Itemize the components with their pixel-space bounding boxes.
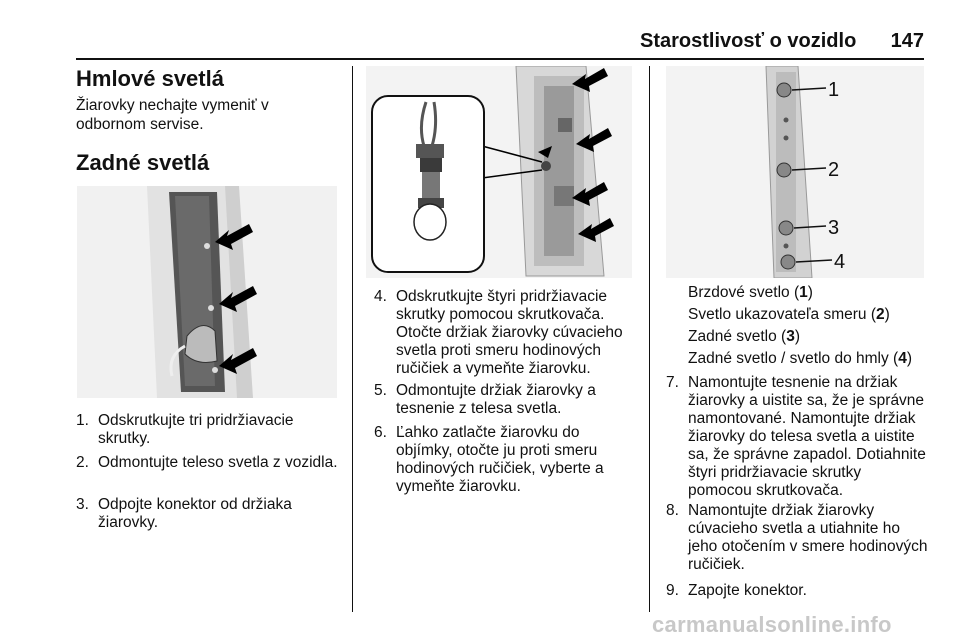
step-item (374, 288, 638, 378)
legend-ref: 1 (799, 284, 808, 301)
legend-item: Svetlo ukazovateľa smeru (2) (688, 306, 890, 323)
step-item (76, 454, 338, 472)
header-title: Starostlivosť o vozidlo (640, 30, 857, 52)
column-divider-2 (649, 66, 650, 612)
step-number: 3. (76, 496, 89, 513)
bulb-positions-illustration (666, 66, 924, 278)
step-item (666, 502, 928, 574)
step-number: 9. (666, 582, 679, 599)
bulb-holder-illustration (366, 66, 632, 278)
step-number: 5. (374, 382, 387, 399)
legend-item: Zadné svetlo (3) (688, 328, 801, 345)
step-number: 1. (76, 412, 89, 429)
legend-ref: 3 (786, 328, 795, 345)
step-item (76, 496, 338, 532)
fog-lights-heading: Hmlové svetlá (76, 66, 224, 91)
header-rule (76, 58, 924, 60)
callout-2: 2 (828, 159, 840, 181)
step-text: Odmontujte teleso svetla z vozidla. (98, 454, 338, 471)
step-text: Namontujte držiak žiarovky cúvacieho svetla a utiahnite ho jeho otočením v smere hodinových ručičiek. (688, 502, 928, 573)
step-item (374, 424, 638, 496)
step-item (76, 412, 338, 448)
page-header (640, 30, 924, 56)
step-text: Namontujte tesnenie na držiak žiarovky a uistite sa, že je správne namontované. Namontujte držiak žiarovky do telesa svetla a uistite sa, že správne zapadol. Dotiahnite štyri pridržiavacie skrutky pomocou skrutkovača. (688, 374, 926, 499)
column-divider-1 (352, 66, 353, 612)
callout-4: 4 (834, 251, 846, 273)
page-number: 147 (890, 30, 924, 52)
step-text: Odmontujte držiak žiarovky a tesnenie z telesa svetla. (396, 382, 596, 417)
step-item (374, 382, 638, 418)
step-text: Odskrutkujte štyri pridržiavacie skrutky pomocou skrutkovača. Otočte držiak žiarovky cúvacieho svetla proti smeru hodinových ručičiek a vymeňte žiarovku. (396, 288, 623, 377)
step-number: 2. (76, 454, 89, 471)
rear-lights-heading: Zadné svetlá (76, 150, 210, 175)
step-number: 7. (666, 374, 679, 391)
step-item (666, 582, 928, 600)
step-text: Zapojte konektor. (688, 582, 807, 599)
step-number: 6. (374, 424, 387, 441)
watermark: carmanualsonline.info (652, 612, 892, 637)
step-number: 4. (374, 288, 387, 305)
step-text: Ľahko zatlačte žiarovku do objímky, otočte ju proti smeru hodinových ručičiek, vyberte a vymeňte žiarovku. (396, 424, 604, 495)
step-item (666, 374, 928, 500)
legend-ref: 4 (898, 350, 907, 367)
fog-lights-text: Žiarovky nechajte vymeniť v odbornom servise. (76, 97, 269, 133)
step-number: 8. (666, 502, 679, 519)
rear-light-removal-illustration (77, 186, 337, 398)
callout-3: 3 (828, 217, 840, 239)
legend-item: Zadné svetlo / svetlo do hmly (4) (688, 350, 913, 367)
step-text: Odskrutkujte tri pridržiavacie skrutky. (98, 412, 294, 447)
legend-ref: 2 (876, 306, 885, 323)
legend-item: Brzdové svetlo (1) (688, 284, 813, 301)
callout-1: 1 (828, 79, 840, 101)
step-text: Odpojte konektor od držiaka žiarovky. (98, 496, 292, 531)
